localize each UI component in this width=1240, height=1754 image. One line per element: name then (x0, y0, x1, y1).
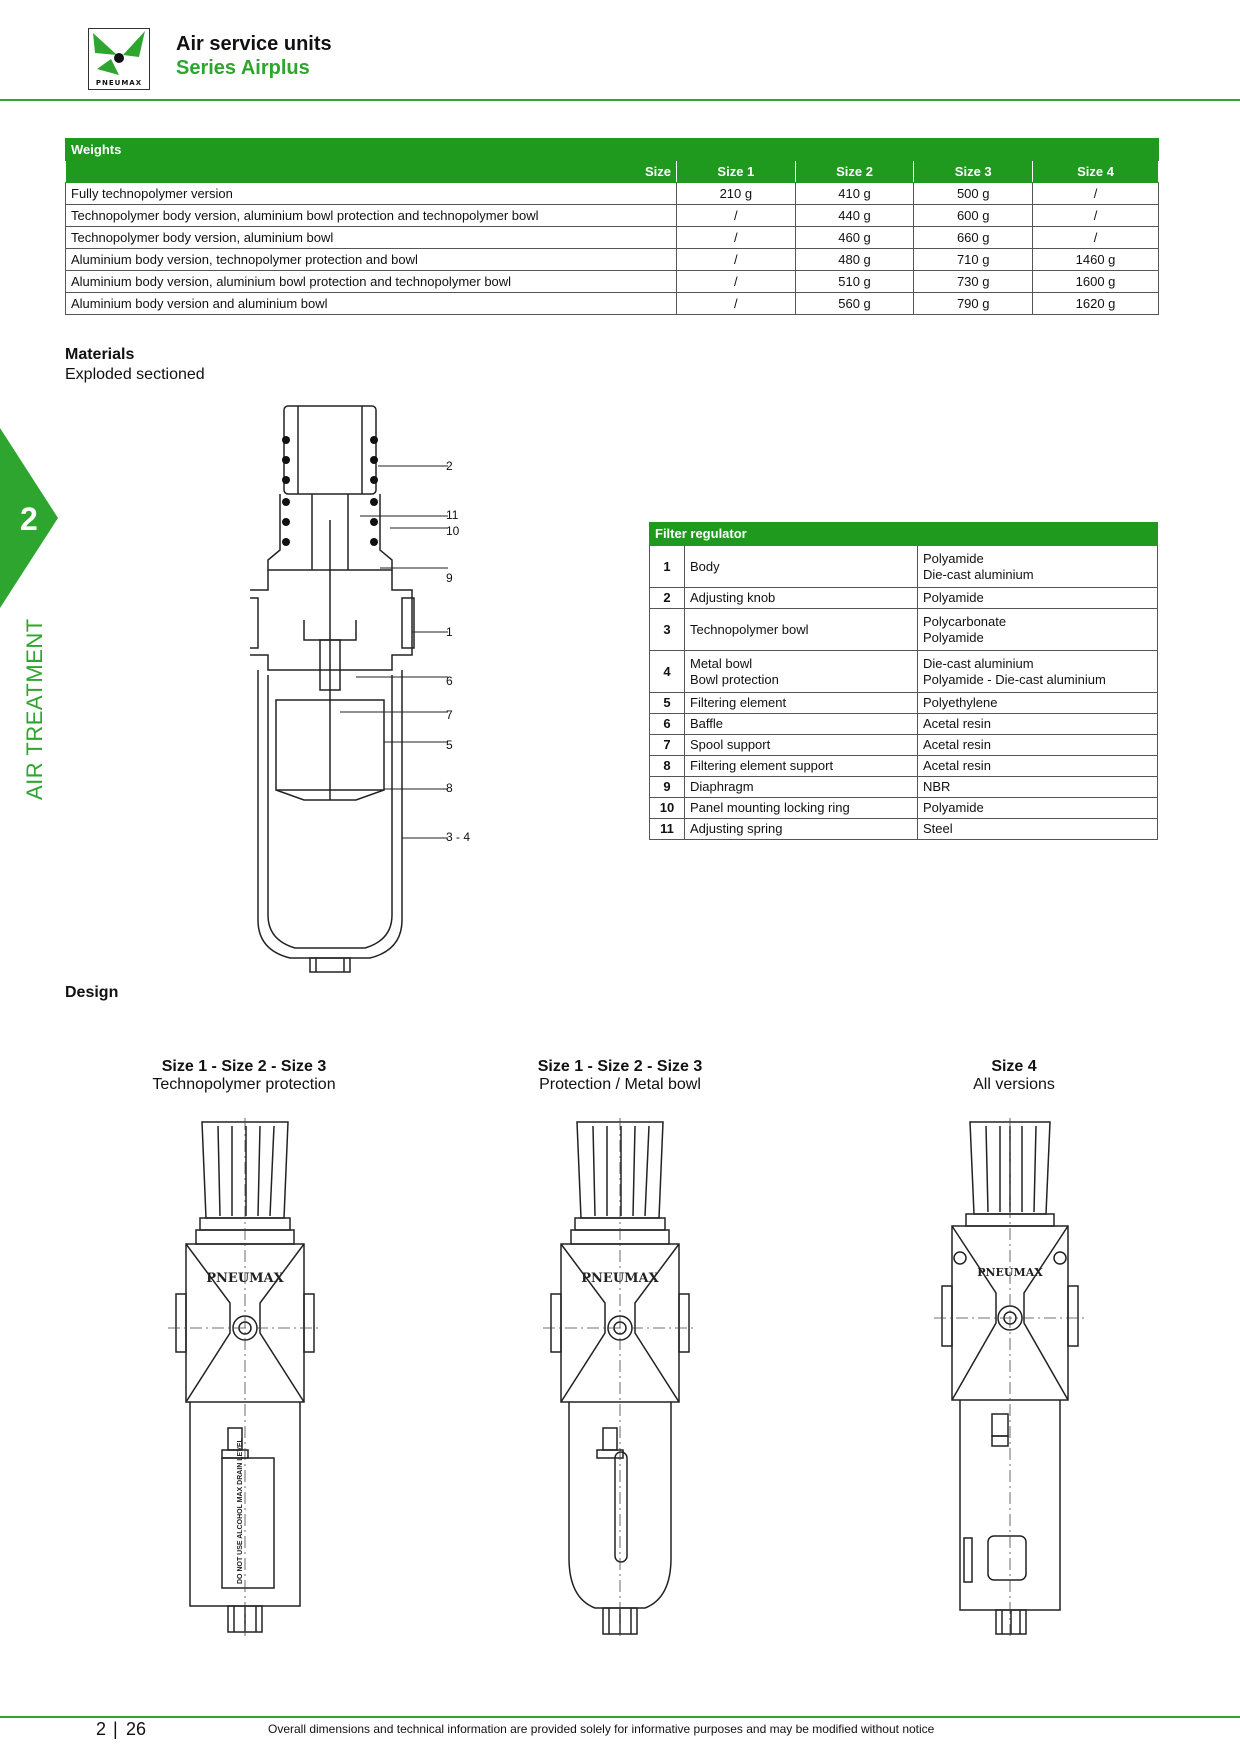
footer-divider (0, 1716, 1240, 1718)
table-row (650, 798, 1158, 819)
item-number: 5 (650, 693, 685, 714)
part-name: Filtering element support (685, 756, 918, 777)
material: NBR (918, 777, 1158, 798)
material-line: Die-cast aluminium (923, 655, 1034, 671)
cell: 210 g (677, 183, 796, 205)
variant-caption-3 (864, 1058, 1164, 1094)
table-row (650, 819, 1158, 840)
part-name: Filtering element (685, 693, 918, 714)
cell: 730 g (914, 271, 1033, 293)
variant-caption-2 (470, 1058, 770, 1094)
material: Polyamide (918, 798, 1158, 819)
part-name (685, 651, 918, 693)
variant-caption-1 (94, 1058, 394, 1094)
row-label: Aluminium body version, aluminium bowl protection and technopolymer bowl (66, 271, 677, 293)
cell: / (677, 293, 796, 315)
material (918, 546, 1158, 588)
brand-label: PNEUMAX (581, 1271, 659, 1286)
callout-label: 1 (446, 625, 453, 639)
footer-note: Overall dimensions and technical information are provided solely for informative purposes and may be modified without notice (268, 1722, 935, 1736)
part-name: Adjusting spring (685, 819, 918, 840)
material-line: Polyamide (923, 629, 984, 645)
col-size-2: Size 2 (795, 161, 914, 183)
part-name: Adjusting knob (685, 588, 918, 609)
header-divider (0, 99, 1240, 101)
part-name: Baffle (685, 714, 918, 735)
unit-drawing-metal-bowl (535, 1118, 705, 1643)
item-number: 11 (650, 819, 685, 840)
table-row (650, 735, 1158, 756)
cell: 480 g (795, 249, 914, 271)
filter-regulator-table (649, 522, 1158, 840)
cell: 460 g (795, 227, 914, 249)
logo-text: PNEUMAX (95, 79, 143, 87)
brand-label: PNEUMAX (206, 1271, 284, 1286)
footer-separator: | (113, 1719, 118, 1739)
item-number: 7 (650, 735, 685, 756)
cell: 710 g (914, 249, 1033, 271)
cell: / (1033, 227, 1159, 249)
callout-label: 6 (446, 674, 453, 688)
col-size-3: Size 3 (914, 161, 1033, 183)
table-row (650, 609, 1158, 651)
filter-regulator-title: Filter regulator (650, 523, 1158, 546)
part-line: Bowl protection (690, 671, 779, 687)
material: Polyethylene (918, 693, 1158, 714)
material: Acetal resin (918, 714, 1158, 735)
material-line: Polycarbonate (923, 613, 1007, 629)
page-title: Air service units (176, 33, 332, 55)
callout-label: 3 - 4 (446, 830, 471, 844)
row-label: Aluminium body version, technopolymer protection and bowl (66, 249, 677, 271)
item-number: 8 (650, 756, 685, 777)
table-row (66, 227, 1159, 249)
material-line: Polyamide (923, 550, 984, 566)
table-row (650, 651, 1158, 693)
material-line: Polyamide - Die-cast aluminium (923, 671, 1106, 687)
cell: 790 g (914, 293, 1033, 315)
row-label: Fully technopolymer version (66, 183, 677, 205)
table-row (650, 777, 1158, 798)
row-label: Technopolymer body version, aluminium bowl protection and technopolymer bowl (66, 205, 677, 227)
callout-label: 10 (446, 524, 460, 538)
variant-subtitle: All versions (973, 1076, 1055, 1093)
material (918, 609, 1158, 651)
material: Steel (918, 819, 1158, 840)
logo-mark-icon (89, 29, 149, 79)
variant-title: Size 1 - Size 2 - Size 3 (161, 1058, 327, 1075)
item-number: 4 (650, 651, 685, 693)
table-row (66, 249, 1159, 271)
item-number: 3 (650, 609, 685, 651)
brand-label: PNEUMAX (977, 1266, 1043, 1279)
chapter-label: AIR TREATMENT (22, 618, 47, 800)
part-line: Body (690, 558, 720, 574)
material: Acetal resin (918, 735, 1158, 756)
item-number: 10 (650, 798, 685, 819)
material: Polyamide (918, 588, 1158, 609)
materials-subheading: Exploded sectioned (65, 366, 205, 383)
page-number: 26 (126, 1719, 147, 1739)
table-row (66, 205, 1159, 227)
page-subtitle: Series Airplus (176, 57, 310, 79)
cell: 600 g (914, 205, 1033, 227)
part-name: Technopolymer bowl (685, 609, 918, 651)
table-row (650, 693, 1158, 714)
cell: / (677, 249, 796, 271)
weights-title: Weights (66, 139, 1159, 161)
cell: 660 g (914, 227, 1033, 249)
callout-label: 2 (446, 459, 453, 473)
callout-label: 7 (446, 708, 453, 722)
callout-label: 5 (446, 738, 453, 752)
item-number: 2 (650, 588, 685, 609)
material: Acetal resin (918, 756, 1158, 777)
size-label: Size (66, 161, 677, 183)
footer-chapter: 2 (96, 1719, 107, 1739)
row-label: Aluminium body version and aluminium bowl (66, 293, 677, 315)
pneumax-logo (88, 28, 150, 90)
table-row (650, 714, 1158, 735)
cell: 1460 g (1033, 249, 1159, 271)
materials-heading: Materials (65, 346, 135, 363)
table-row (650, 588, 1158, 609)
design-heading: Design (65, 984, 119, 1001)
variant-subtitle: Protection / Metal bowl (539, 1076, 701, 1093)
callout-label: 11 (446, 508, 459, 522)
callout-label: 8 (446, 781, 453, 795)
callout-label: 9 (446, 571, 453, 585)
chapter-tab (0, 428, 58, 608)
cell: 1620 g (1033, 293, 1159, 315)
cell: 500 g (914, 183, 1033, 205)
row-label: Technopolymer body version, aluminium bowl (66, 227, 677, 249)
table-row (650, 756, 1158, 777)
unit-drawing-size-4 (930, 1118, 1090, 1643)
material-line: Die-cast aluminium (923, 566, 1034, 582)
cell: / (1033, 205, 1159, 227)
cell: / (677, 205, 796, 227)
table-row (66, 183, 1159, 205)
variant-title: Size 4 (991, 1058, 1037, 1075)
item-number: 1 (650, 546, 685, 588)
chapter-number: 2 (20, 501, 38, 537)
bowl-warning-label: DO NOT USE ALCOHOL MAX DRAIN LEVEL (237, 1438, 244, 1584)
weights-header-row (66, 161, 1159, 183)
part-name: Panel mounting locking ring (685, 798, 918, 819)
item-number: 6 (650, 714, 685, 735)
item-number: 9 (650, 777, 685, 798)
cell: 440 g (795, 205, 914, 227)
table-row (650, 546, 1158, 588)
col-size-4: Size 4 (1033, 161, 1159, 183)
unit-drawing-technopolymer (160, 1118, 330, 1643)
cell: 1600 g (1033, 271, 1159, 293)
part-name: Spool support (685, 735, 918, 756)
cell: 410 g (795, 183, 914, 205)
cell: 560 g (795, 293, 914, 315)
exploded-section-drawing (250, 400, 490, 975)
table-row (66, 271, 1159, 293)
material (918, 651, 1158, 693)
variant-subtitle: Technopolymer protection (152, 1076, 336, 1093)
cell: / (1033, 183, 1159, 205)
cell: / (677, 271, 796, 293)
cell: 510 g (795, 271, 914, 293)
table-row (66, 293, 1159, 315)
cell: / (677, 227, 796, 249)
part-name (685, 546, 918, 588)
variant-title: Size 1 - Size 2 - Size 3 (537, 1058, 703, 1075)
part-line: Metal bowl (690, 655, 753, 671)
weights-table (65, 138, 1159, 315)
col-size-1: Size 1 (677, 161, 796, 183)
part-name: Diaphragm (685, 777, 918, 798)
